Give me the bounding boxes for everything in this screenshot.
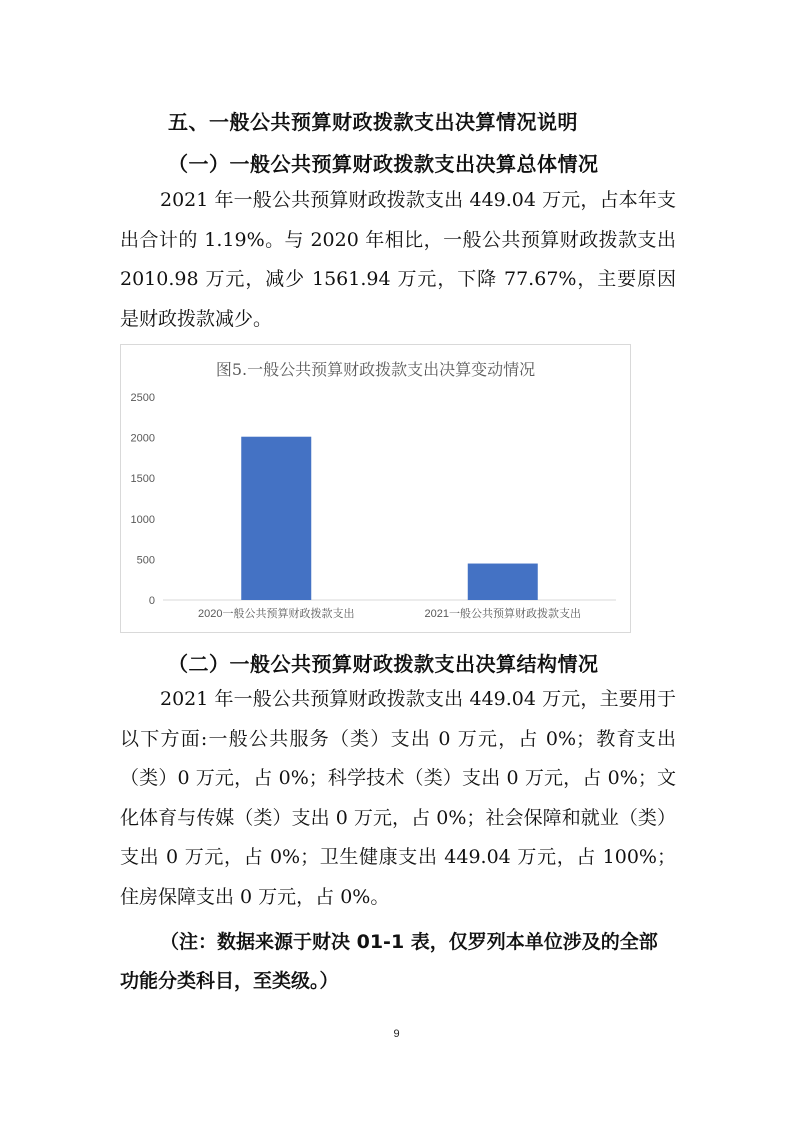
paragraph-overall (120, 181, 676, 339)
section-title: 五、一般公共预算财政拨款支出决算情况说明 (168, 110, 578, 134)
subsection-title-structure: （二）一般公共预算财政拨款支出决算结构情况 (168, 652, 599, 676)
bar-chart (120, 344, 631, 633)
data-source-note-text: （注：数据来源于财决 01-1 表，仅罗列本单位涉及的全部功能分类科目，至类级。） (120, 931, 658, 992)
x-category-label-1: 2021一般公共预算财政拨款支出 (424, 608, 581, 620)
chart-title: 图5.一般公共预算财政拨款支出决算变动情况 (215, 360, 536, 379)
y-tick-label-5: 2500 (130, 392, 155, 404)
bar-0 (241, 437, 311, 600)
y-tick-label-4: 2000 (130, 432, 155, 445)
paragraph-structure-text: 2021 年一般公共预算财政拨款支出 449.04 万元，主要用于以下方面:一般公共服务（类）支出 0 万元，占 0%；教育支出（类）0 万元，占 0%；科学技术（类）支出 0 万元，占 0%；文化体育与传媒（类）支出 0 万元，占 0%；社会保障和就业（类）支出 0 万元，占 0%；卫生健康支出 449.04 万元，占 100%；住房保障支出 0 万元，占 0%。 (120, 688, 676, 908)
paragraph-overall-text: 2021 年一般公共预算财政拨款支出 449.04 万元，占本年支出合计的 1.19%。与 2020 年相比，一般公共预算财政拨款支出 2010.98 万元，减少 1561.94 万元，下降 77.67%，主要原因是财政拨款减少。 (120, 189, 676, 330)
y-tick-label-0: 0 (148, 595, 155, 607)
paragraph-structure (120, 680, 676, 917)
subsection-title-overall: （一）一般公共预算财政拨款支出决算总体情况 (168, 152, 599, 176)
y-tick-label-3: 1500 (130, 473, 155, 486)
y-tick-label-2: 1000 (130, 513, 155, 526)
y-tick-label-1: 500 (136, 554, 155, 567)
data-source-note (120, 923, 676, 1001)
page-number: 9 (393, 1028, 400, 1040)
x-category-label-0: 2020一般公共预算财政拨款支出 (198, 608, 355, 620)
bar-1 (468, 564, 538, 600)
chart-canvas (121, 345, 630, 632)
